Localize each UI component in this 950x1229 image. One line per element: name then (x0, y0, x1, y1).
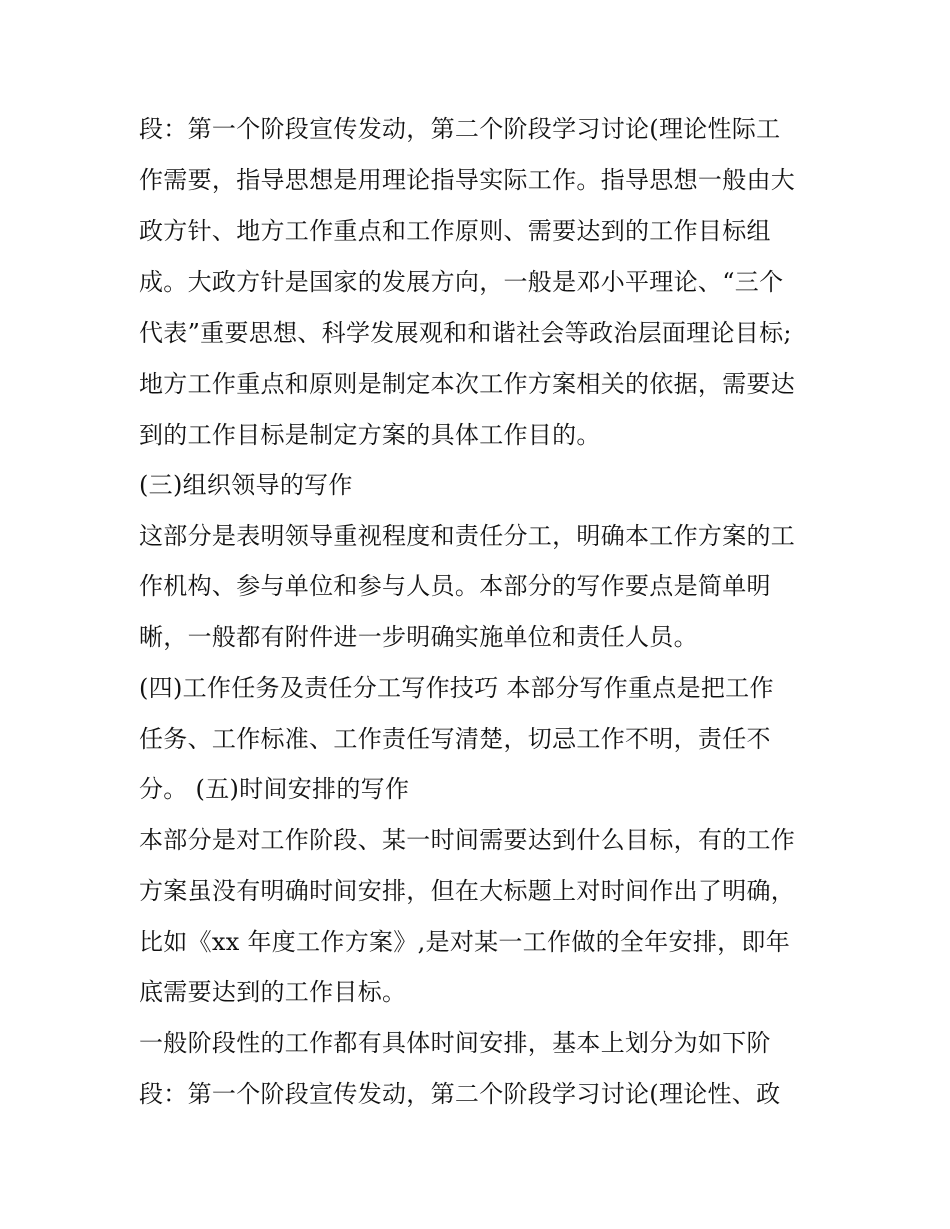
text-line: 地方工作重点和原则是制定本次工作方案相关的依据，需要达 (139, 370, 796, 398)
text-line: 成。大政方针是国家的发展方向，一般是邓小平理论、“三个 (139, 268, 784, 296)
text-line: 任务、工作标准、工作责任写清楚，切忌工作不明，责任不 (139, 725, 771, 753)
text-line: 方案虽没有明确时间安排，但在大标题上对时间作出了明确， (139, 877, 796, 905)
text-line: 段：第一个阶段宣传发动，第二个阶段学习讨论(理论性际工 (139, 115, 781, 143)
section-heading: (三)组织领导的写作 (139, 471, 353, 499)
text-line: 作机构、参与单位和参与人员。本部分的写作要点是简单明 (139, 572, 771, 600)
text-line: 作需要，指导思想是用理论指导实际工作。指导思想一般由大 (139, 166, 796, 194)
text-line: 晰，一般都有附件进一步明确实施单位和责任人员。 (139, 623, 698, 651)
text-line: 代表”重要思想、科学发展观和和谐社会等政治层面理论目标; (139, 319, 792, 347)
text-line: 一般阶段性的工作都有具体时间安排，基本上划分为如下阶 (139, 1029, 771, 1057)
text-line: 政方针、地方工作重点和工作原则、需要达到的工作目标组 (139, 217, 771, 245)
text-line: 分。 (五)时间安排的写作 (139, 775, 410, 803)
text-line: 本部分是对工作阶段、某一时间需要达到什么目标，有的工作 (139, 826, 796, 854)
text-line: 底需要达到的工作目标。 (139, 978, 407, 1006)
text-line: 到的工作目标是制定方案的具体工作目的。 (139, 421, 601, 449)
text-line: 比如《xx 年度工作方案》,是对某一工作做的全年安排，即年 (139, 928, 791, 956)
text-line: (四)工作任务及责任分工写作技巧 本部分写作重点是把工作 (139, 674, 774, 702)
text-line: 这部分是表明领导重视程度和责任分工，明确本工作方案的工 (139, 522, 796, 550)
text-line: 段：第一个阶段宣传发动，第二个阶段学习讨论(理论性、政 (139, 1080, 781, 1108)
